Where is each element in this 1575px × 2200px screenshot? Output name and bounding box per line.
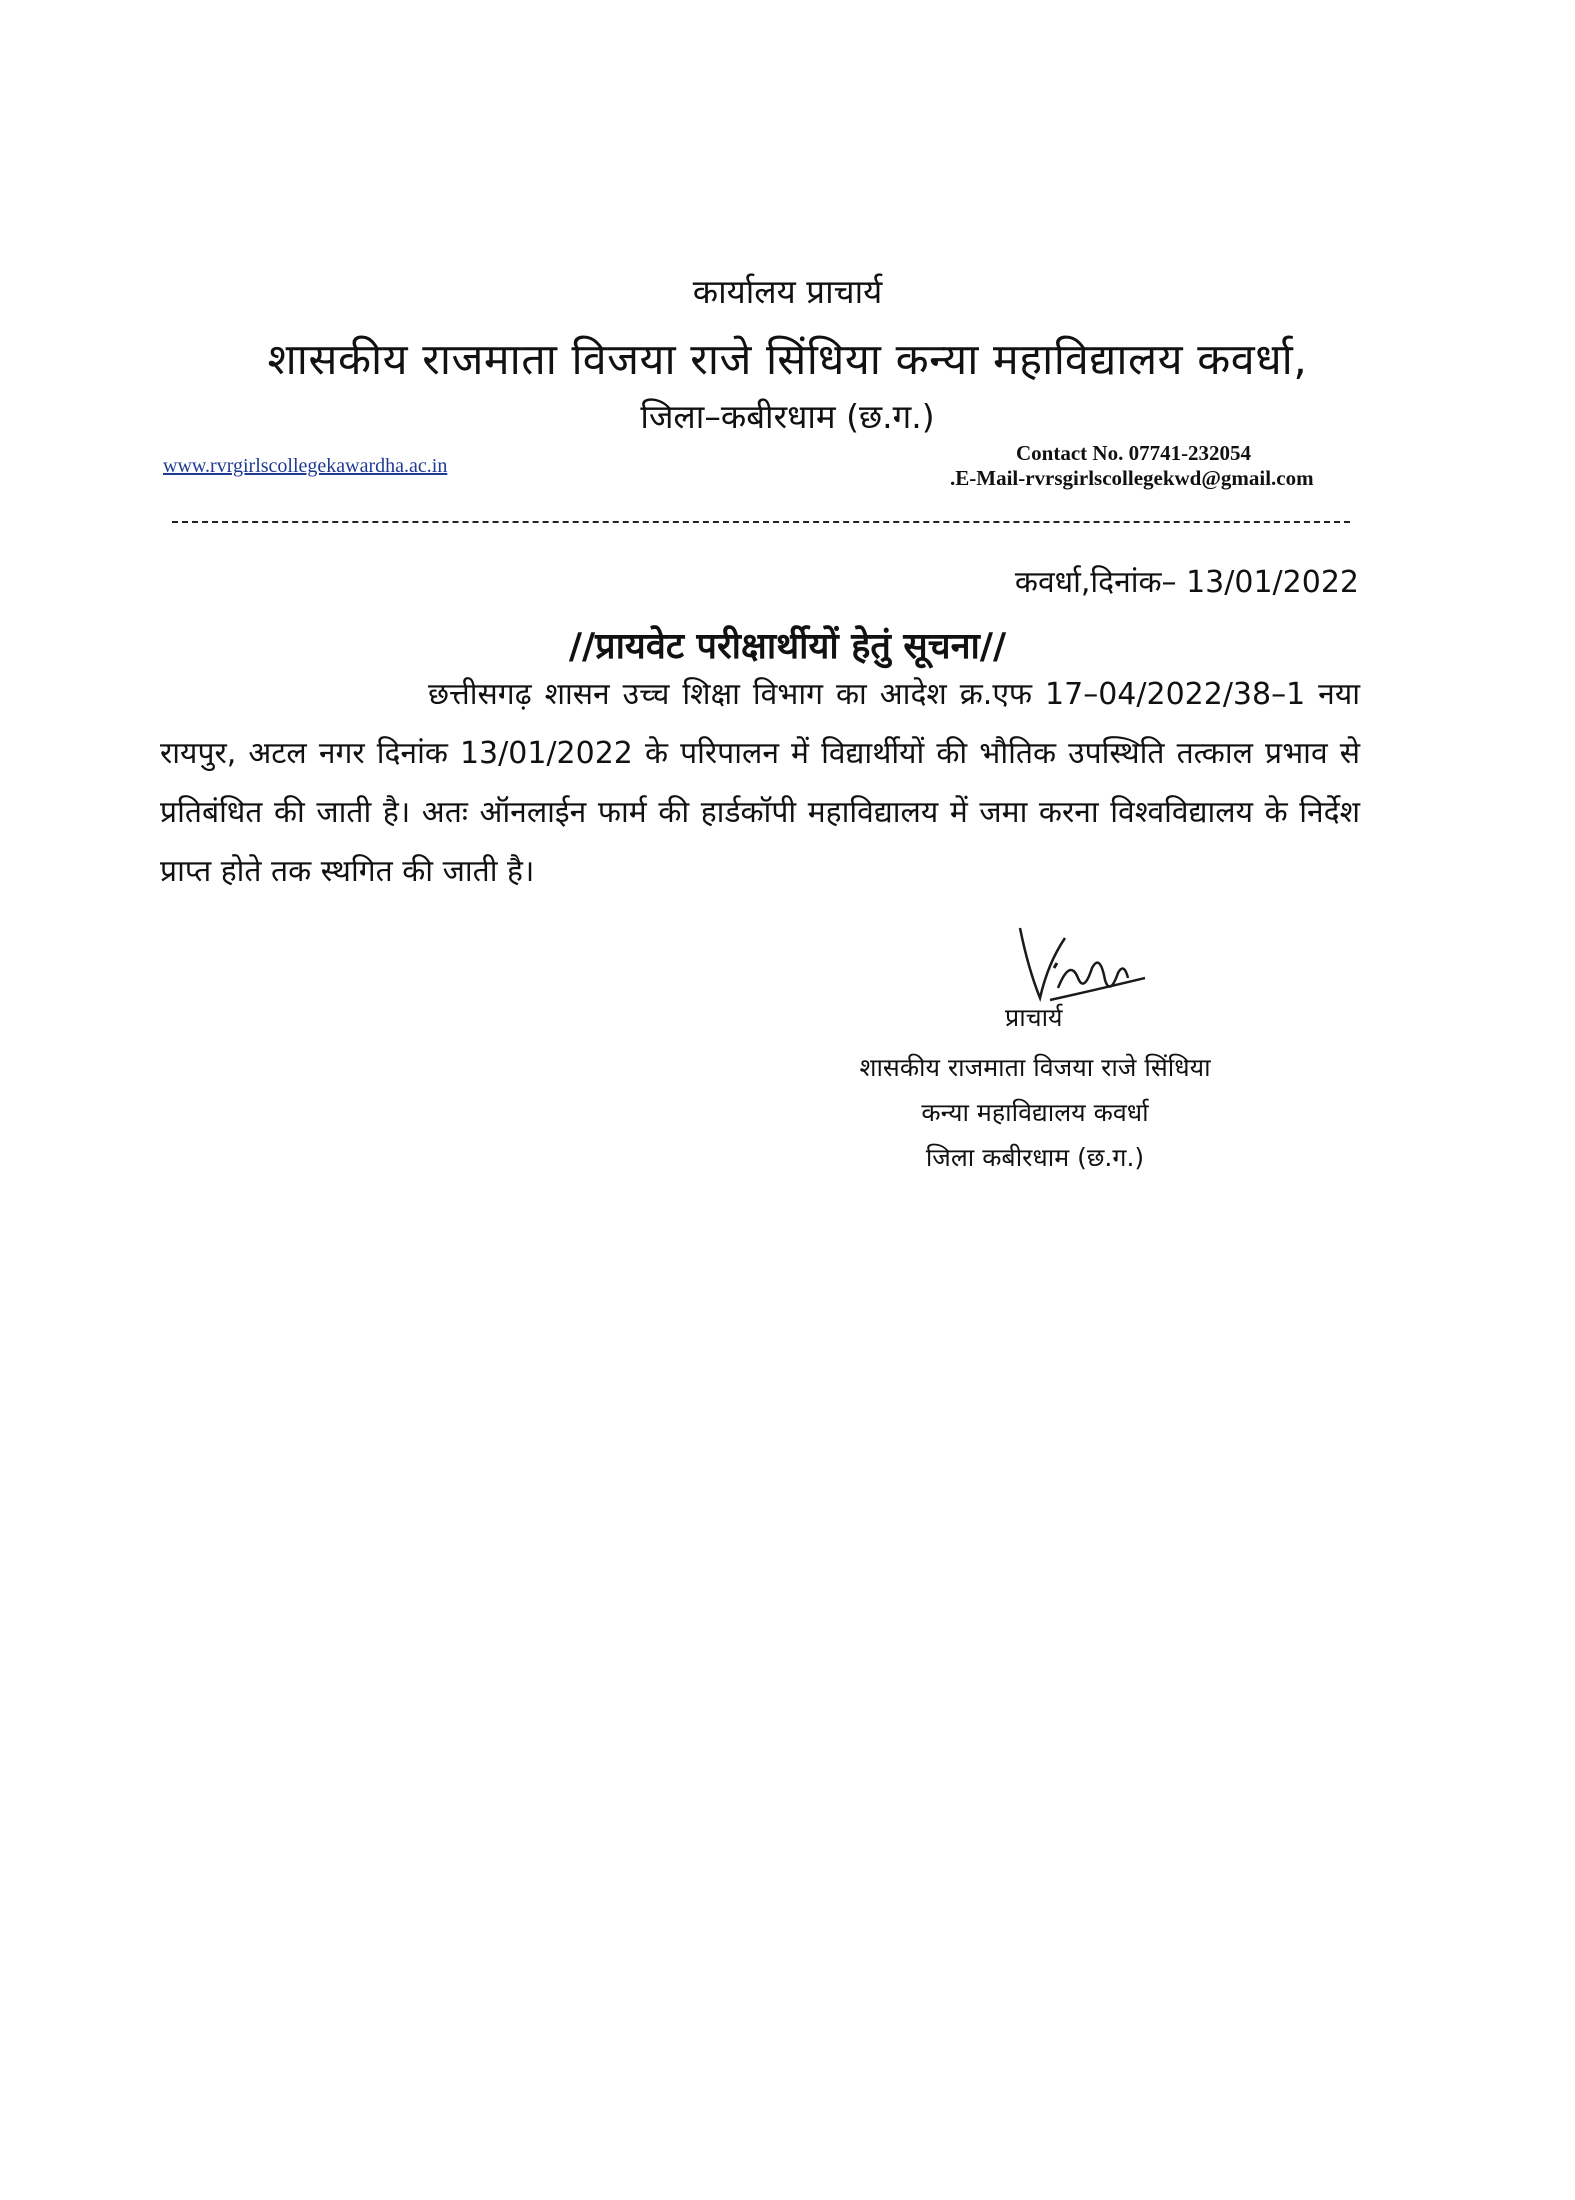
district-line: जिला–कबीरधाम (छ.ग.) <box>640 397 935 436</box>
contact-number: Contact No. 07741-232054 <box>1016 441 1252 465</box>
signatory-line-3: जिला कबीरधाम (छ.ग.) <box>925 1143 1145 1172</box>
signatory-title: प्राचार्य <box>1005 1003 1063 1032</box>
signatory-line-2: कन्या महाविद्यालय कवर्धा <box>921 1098 1149 1127</box>
signatory-line-1: शासकीय राजमाता विजया राजे सिंधिया <box>859 1053 1211 1082</box>
date-line: कवर्धा,दिनांक– 13/01/2022 <box>1014 565 1359 600</box>
email-address: .E-Mail-rvrsgirlscollegekwd@gmail.com <box>950 466 1314 490</box>
notice-heading: //प्रायवेट परीक्षार्थीयों हेतुं सूचना// <box>568 626 1007 667</box>
college-name: शासकीय राजमाता विजया राजे सिंधिया कन्या महाविद्यालय कवर्धा, <box>267 335 1308 385</box>
website-link[interactable]: www.rvrgirlscollegekawardha.ac.in <box>163 455 448 477</box>
notice-body: छत्तीसगढ़ शासन उच्च शिक्षा विभाग का आदेश क्र.एफ 17–04/2022/38–1 नया रायपुर, अटल नगर दिनांक 13/01/2022 के परिपालन में विद्यार्थीयों की भौतिक उपस्थिति तत्काल प्रभाव से प्रतिबंधित की जाती है। अतः ऑनलाईन फार्म की हार्डकॉपी महाविद्यालय में जमा करना विश्वविद्यालय के निर्देश प्राप्त होते तक स्थगित की जाती है। <box>160 677 1360 889</box>
office-title: कार्यालय प्राचार्य <box>692 272 883 311</box>
header-divider <box>172 521 1350 523</box>
